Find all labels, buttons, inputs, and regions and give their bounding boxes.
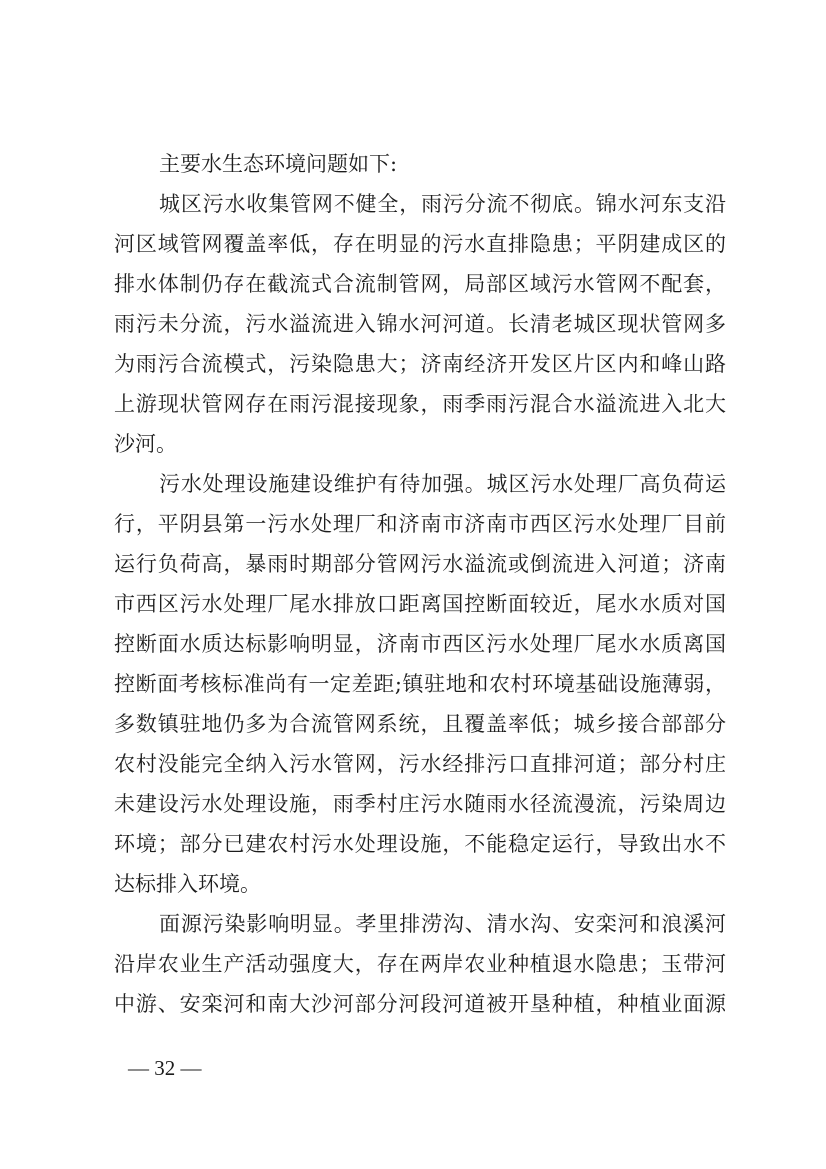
paragraph-1-line-2: 河区域管网覆盖率低，存在明显的污水直排隐患；平阴建成区的 — [114, 232, 726, 256]
paragraph-2-line-2: 行，平阴县第一污水处理厂和济南市济南市西区污水处理厂目前 — [114, 512, 726, 536]
paragraph-2-line-5: 控断面水质达标影响明显，济南市西区污水处理厂尾水水质离国 — [114, 632, 726, 656]
paragraph-3-line-2: 沿岸农业生产活动强度大，存在两岸农业种植退水隐患；玉带河 — [114, 952, 726, 976]
paragraph-1-line-1: 城区污水收集管网不健全，雨污分流不彻底。锦水河东支沿 — [159, 192, 726, 216]
paragraph-1-line-7: 沙河。 — [114, 432, 177, 456]
paragraph-2-line-6: 控断面考核标准尚有一定差距;镇驻地和农村环境基础设施薄弱， — [114, 672, 726, 696]
paragraph-2-line-1: 污水处理设施建设维护有待加强。城区污水处理厂高负荷运 — [159, 472, 726, 496]
paragraph-1-line-3: 排水体制仍存在截流式合流制管网，局部区域污水管网不配套， — [114, 272, 726, 296]
paragraph-1-line-4: 雨污未分流，污水溢流进入锦水河河道。长清老城区现状管网多 — [114, 312, 726, 336]
paragraph-2-line-8: 农村没能完全纳入污水管网，污水经排污口直排河道；部分村庄 — [114, 752, 726, 776]
paragraph-2-line-10: 环境；部分已建农村污水处理设施，不能稳定运行，导致出水不 — [114, 832, 726, 856]
paragraph-2-line-9: 未建设污水处理设施，雨季村庄污水随雨水径流漫流，污染周边 — [114, 792, 726, 816]
paragraph-3-line-3: 中游、安栾河和南大沙河部分河段河道被开垦种植，种植业面源 — [114, 992, 726, 1016]
paragraph-1-line-6: 上游现状管网存在雨污混接现象，雨季雨污混合水溢流进入北大 — [114, 392, 726, 416]
paragraph-2-line-7: 多数镇驻地仍多为合流管网系统，且覆盖率低；城乡接合部部分 — [114, 712, 726, 736]
page-number: — 32 — — [128, 1056, 202, 1080]
paragraph-2-line-4: 市西区污水处理厂尾水排放口距离国控断面较近，尾水水质对国 — [114, 592, 726, 616]
paragraph-1-line-5: 为雨污合流模式，污染隐患大；济南经济开发区片区内和峰山路 — [114, 352, 726, 376]
section-heading: 主要水生态环境问题如下: — [159, 152, 398, 176]
paragraph-2-line-3: 运行负荷高，暴雨时期部分管网污水溢流或倒流进入河道；济南 — [114, 552, 726, 576]
paragraph-2-line-11: 达标排入环境。 — [114, 872, 261, 896]
paragraph-3-line-1: 面源污染影响明显。孝里排涝沟、清水沟、安栾河和浪溪河 — [159, 912, 726, 936]
